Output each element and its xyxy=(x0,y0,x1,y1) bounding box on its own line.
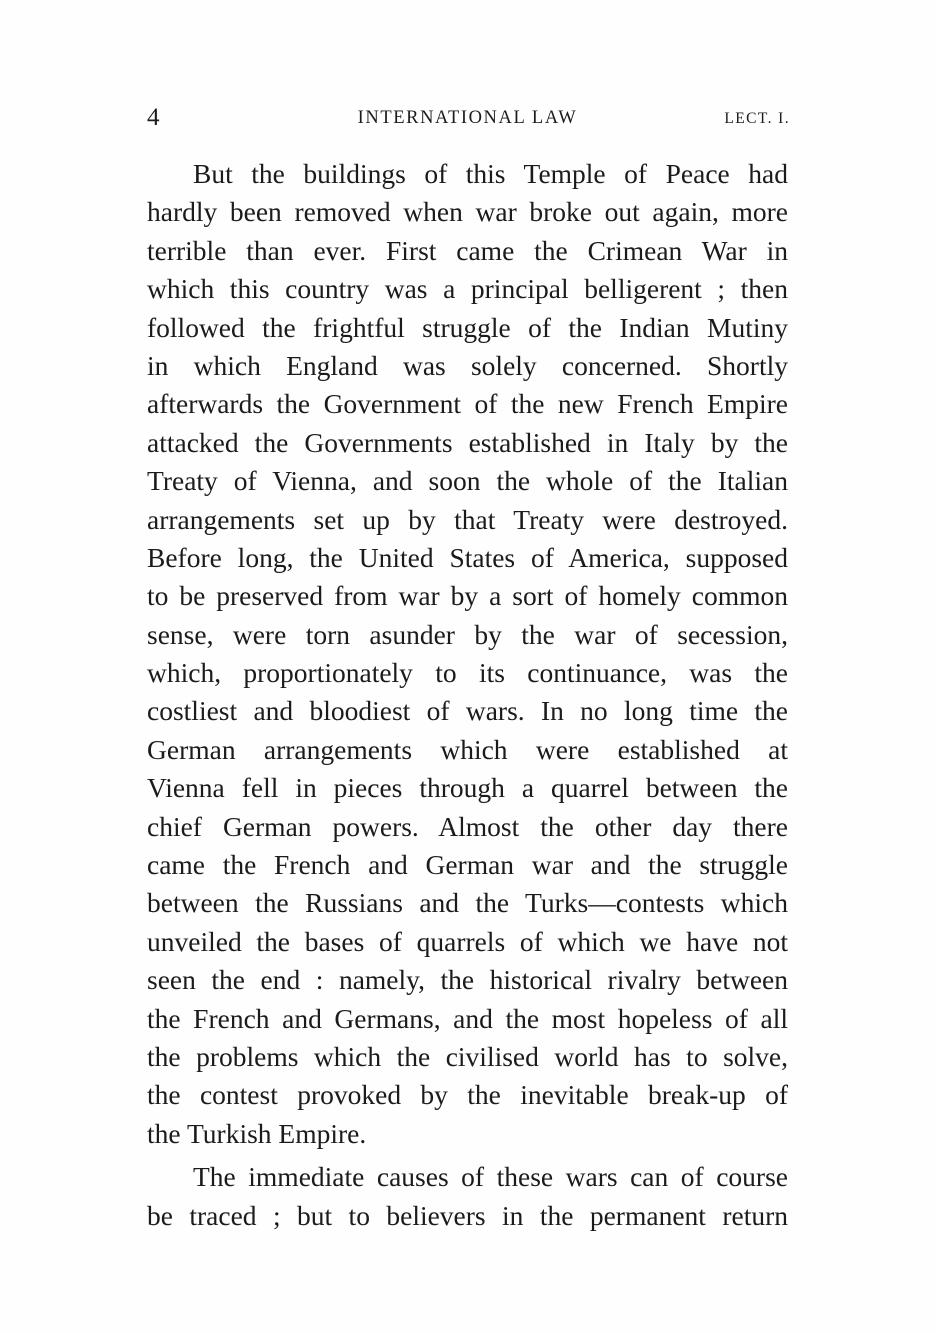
text-line: followed the frightful struggle of the Indian Mutiny xyxy=(147,311,788,343)
text-line: afterwards the Government of the new French Empire xyxy=(147,388,788,420)
running-title: INTERNATIONAL LAW xyxy=(357,108,578,128)
text-line: seen the end : namely, the historical rivalry between xyxy=(147,964,788,996)
text-line: sense, were torn asunder by the war of secession, xyxy=(147,618,788,650)
text-line: Before long, the United States of America, supposed xyxy=(147,541,788,573)
text-line: in which England was solely concerned. Shortly xyxy=(147,349,788,381)
text-line: The immediate causes of these wars can of course xyxy=(193,1161,788,1193)
text-line: arrangements set up by that Treaty were destroyed. xyxy=(147,503,788,535)
lecture-reference: LECT. I. xyxy=(724,110,790,127)
text-line: the Turkish Empire. xyxy=(147,1117,367,1149)
text-line: unveiled the bases of quarrels of which we have not xyxy=(147,925,788,957)
text-line: attacked the Governments established in Italy by the xyxy=(147,426,788,458)
text-line: which, proportionately to its continuance, was the xyxy=(147,657,788,689)
text-line: But the buildings of this Temple of Peace had xyxy=(193,158,788,189)
text-line: which this country was a principal belligerent ; then xyxy=(147,273,788,305)
text-line: the contest provoked by the inevitable break-up of xyxy=(147,1079,788,1111)
text-line: Treaty of Vienna, and soon the whole of the Italian xyxy=(147,465,788,497)
text-line: chief German powers. Almost the other day there xyxy=(147,810,788,842)
text-line: between the Russians and the Turks—contests which xyxy=(147,887,788,919)
text-line: the problems which the civilised world has to solve, xyxy=(147,1040,788,1072)
text-line: came the French and German war and the struggle xyxy=(147,849,788,881)
paragraph-2 xyxy=(147,1158,788,1235)
text-line: terrible than ever. First came the Crimean War in xyxy=(147,234,788,266)
body-text xyxy=(147,155,788,1235)
running-head xyxy=(145,100,790,130)
text-line: Vienna fell in pieces through a quarrel between the xyxy=(147,772,788,804)
text-line: be traced ; but to believers in the permanent return xyxy=(147,1199,788,1231)
text-line: German arrangements which were established at xyxy=(147,733,788,765)
text-line: hardly been removed when war broke out again, more xyxy=(147,196,788,228)
text-line: the French and Germans, and the most hopeless of all xyxy=(147,1002,788,1034)
text-line: costliest and bloodiest of wars. In no long time the xyxy=(147,695,788,727)
paragraph-1 xyxy=(147,155,788,1153)
text-line: to be preserved from war by a sort of homely common xyxy=(147,580,788,612)
page-number: 4 xyxy=(147,104,160,131)
